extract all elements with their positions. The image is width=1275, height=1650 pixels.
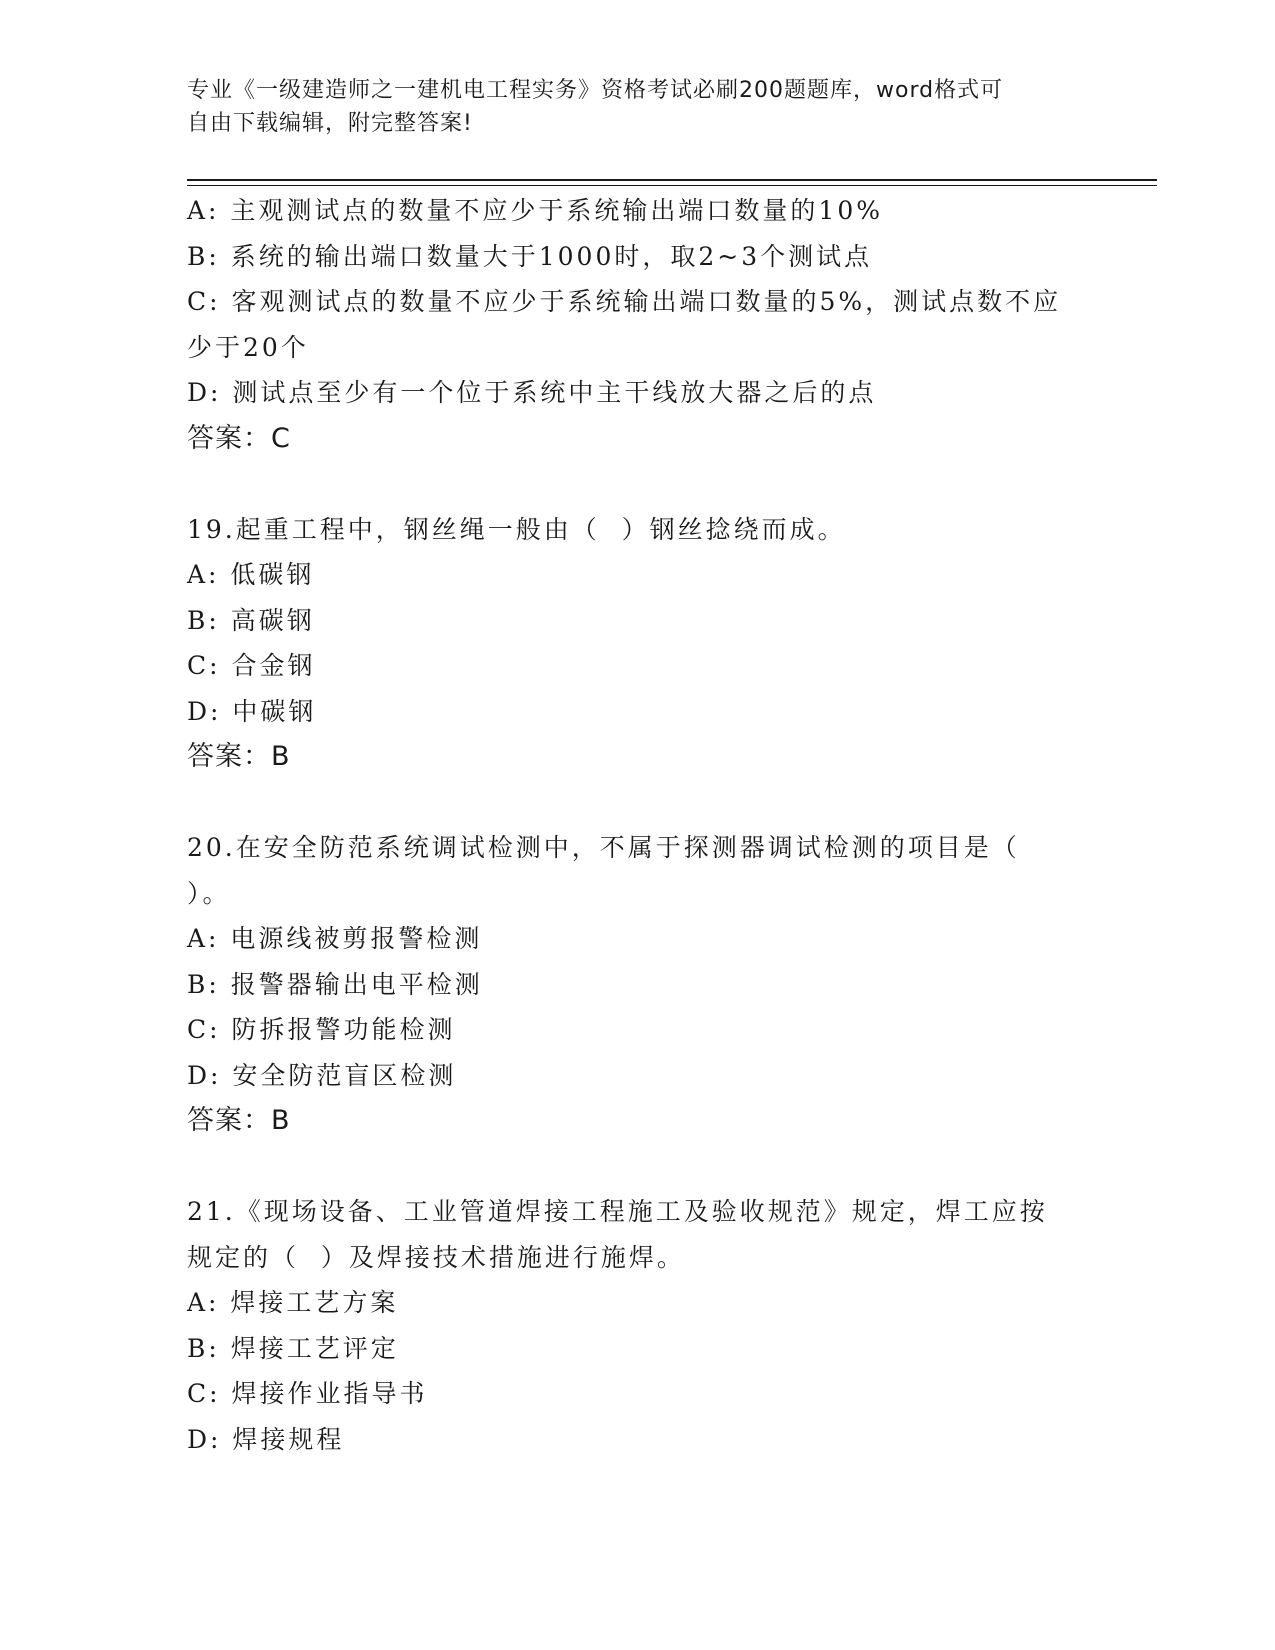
option-d: D: 焊接规程 [187,1424,345,1454]
question-list [187,188,1087,1462]
question-stem: 21.《现场设备、工业管道焊接工程施工及验收规范》规定，焊工应按 [187,1197,1048,1226]
question-stem: 19.起重工程中，钢丝绳一般由（ ）钢丝捻绕而成。 [187,514,846,544]
answer-line: 答案：B [187,741,291,772]
question-stem-continued: 规定的（ ）及焊接技术措施进行施焊。 [187,1242,685,1272]
option-c: C: 合金钢 [187,651,316,680]
option-b: B: 高碳钢 [187,605,315,635]
option-b: B: 报警器输出电平检测 [187,969,483,999]
question-stem-continued: ）。 [187,878,231,908]
spacer [187,461,1087,507]
option-d: D: 安全防范盲区检测 [187,1060,457,1090]
option-b: B: 焊接工艺评定 [187,1333,399,1363]
option-c: C: 客观测试点的数量不应少于系统输出端口数量的5%，测试点数不应 [187,287,1062,316]
question-19 [187,507,1087,780]
option-a: A: 低碳钢 [187,560,315,589]
question-20 [187,825,1087,1144]
option-d: D: 中碳钢 [187,696,317,726]
spacer [187,1144,1087,1190]
option-a: A: 主观测试点的数量不应少于系统输出端口数量的10% [187,196,883,225]
option-c: C: 防拆报警功能检测 [187,1015,456,1044]
question-stem: 20.在安全防范系统调试检测中，不属于探测器调试检测的项目是（ [187,833,1020,862]
document-header [187,74,1087,140]
option-c-continued: 少于20个 [187,332,309,362]
header-line-1: 专业《一级建造师之一建机电工程实务》资格考试必刷200题题库，word格式可 [187,78,1004,103]
answer-line: 答案：B [187,1105,291,1136]
option-c: C: 焊接作业指导书 [187,1379,428,1408]
question-21 [187,1189,1087,1462]
option-a: A: 电源线被剪报警检测 [187,924,483,953]
option-a: A: 焊接工艺方案 [187,1288,399,1317]
spacer [187,780,1087,826]
header-divider-thick [187,179,1157,181]
option-b: B: 系统的输出端口数量大于1000时，取2~3个测试点 [187,241,873,271]
question-18 [187,188,1087,461]
option-d: D: 测试点至少有一个位于系统中主干线放大器之后的点 [187,378,877,407]
header-line-2: 自由下载编辑，附完整答案! [187,111,473,136]
header-divider-thin [187,185,1157,186]
answer-line: 答案：C [187,422,291,454]
